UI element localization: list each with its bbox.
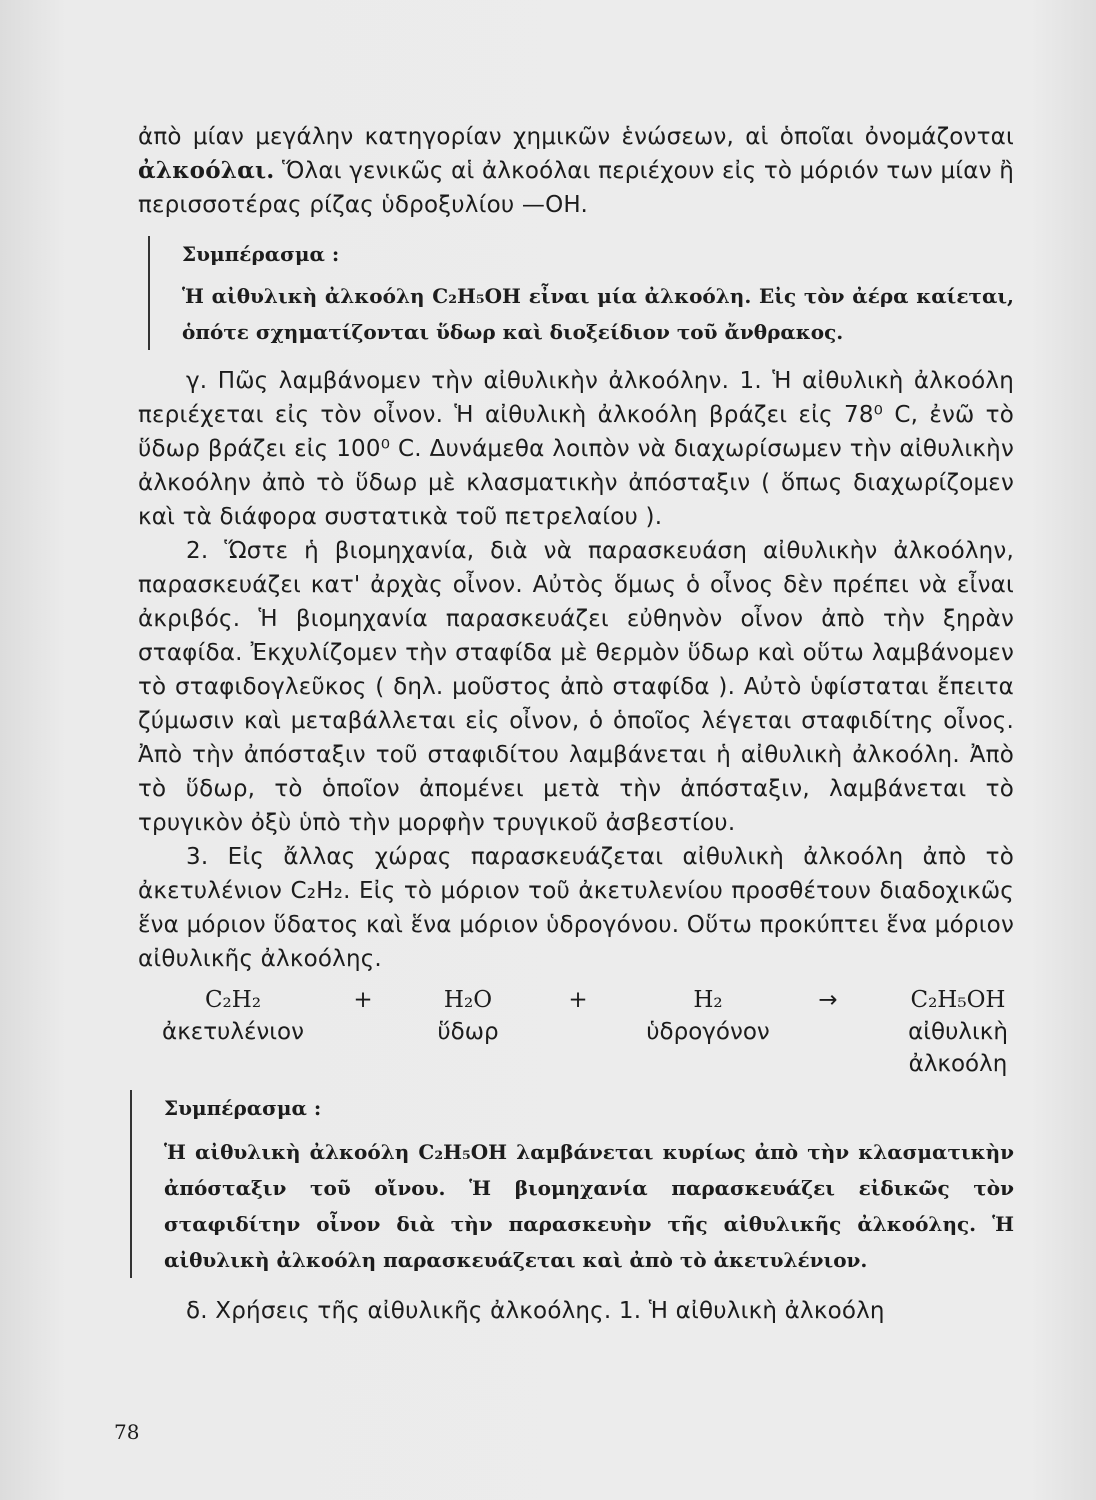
conclusion-box-1 — [148, 236, 1014, 350]
intro-text: ἀπὸ μίαν μεγάλην κατηγορίαν χημικῶν ἑνώσεων, αἱ ὁποῖαι ὀνομάζονται — [138, 124, 1014, 150]
eq-term-water: H₂O ὕδωρ — [437, 987, 499, 1045]
eq-term-hydrogen: H₂ ὑδρογόνον — [646, 987, 770, 1045]
eq-arrow: → — [818, 987, 838, 1013]
conclusion-box-2 — [130, 1090, 1014, 1278]
chemical-equation — [138, 984, 1014, 1080]
paragraph-g-1: γ. Πῶς λαμβάνομεν τὴν αἰθυλικὴν ἀλκοόλην. 1. Ἡ αἰθυλικὴ ἀλκοόλη περιέχεται εἰς τὸν οἶνον. Ἡ αἰθυλικὴ ἀλκοόλη βράζει εἰς 78⁰ C, ἐνῶ τὸ ὕδωρ βράζει εἰς 100⁰ C. Δυνάμεθα λοιπὸν νὰ διαχωρίσωμεν τὴν αἰθυλικὴν ἀλκοόλην ἀπὸ τὸ ὕδωρ μὲ κλασματικὴν ἀπόσταξιν ( ὅπως διαχωρίζομεν καὶ τὰ διάφορα συστατικὰ τοῦ πετρελαίου ). — [138, 368, 1014, 530]
intro-paragraph — [138, 120, 1014, 222]
term-alcohols: ἀλκοόλαι. — [138, 157, 275, 184]
intro-text-rest: Ὅλαι γενικῶς αἱ ἀλκοόλαι περιέχουν εἰς τὸ μόριόν των μίαν ἢ περισσοτέρας ρίζας ὑδροξυλίου —OH. — [138, 158, 1014, 218]
eq-term-ethanol: C₂H₅OH αἰθυλικὴ ἀλκοόλη — [908, 987, 1008, 1077]
conclusion-title: Συμπέρασμα : — [182, 242, 340, 266]
paragraph-g-2: 2. Ὥστε ἡ βιομηχανία, διὰ νὰ παρασκευάση αἰθυλικὴν ἀλκοόλην, παρασκευάζει κατ' ἀρχὰς οἶνον. Αὐτὸς ὅμως ὁ οἶνος δὲν πρέπει νὰ εἶναι ἀκριβός. Ἡ βιομηχανία παρασκευάζει εὐθηνὸν οἶνον ἀπὸ τὴν ξηρὰν σταφίδα. Ἐκχυλίζομεν τὴν σταφίδα μὲ θερμὸν ὕδωρ καὶ οὕτω λαμβάνομεν τὸ σταφιδογλεῦκος ( δηλ. μοῦστος ἀπὸ σταφίδα ). Αὐτὸ ὑφίσταται ἔπειτα ζύμωσιν καὶ μεταβάλλεται εἰς οἶνον, ὁ ὁποῖος λέγεται σταφιδίτης οἶνος. Ἀπὸ τὴν ἀπόσταξιν τοῦ σταφιδίτου λαμβάνεται ἡ αἰθυλικὴ ἀλκοόλη. Ἀπὸ τὸ ὕδωρ, τὸ ὁποῖον ἀπομένει μετὰ τὴν ἀπόσταξιν, λαμβάνεται τὸ τρυγικὸν ὀξὺ ὑπὸ τὴν μορφὴν τρυγικοῦ ἀσβεστίου. — [138, 538, 1014, 836]
text-column — [138, 120, 1014, 1328]
conclusion-text: Ἡ αἰθυλικὴ ἀλκοόλη C₂H₅OH εἶναι μία ἀλκοόλη. Εἰς τὸν ἀέρα καίεται, ὁπότε σχηματίζονται ὕδωρ καὶ διοξείδιον τοῦ ἄνθρακος. — [182, 284, 1014, 344]
paragraph-g-3: 3. Εἰς ἄλλας χώρας παρασκευάζεται αἰθυλικὴ ἀλκοόλη ἀπὸ τὸ ἀκετυλένιον C₂H₂. Εἰς τὸ μόριον τοῦ ἀκετυλενίου προσθέτουν διαδοχικῶς ἕνα μόριον ὕδατος καὶ ἕνα μόριον ὑδρογόνου. Οὕτω προκύπτει ἕνα μόριον αἰθυλικῆς ἀλκοόλης. — [138, 844, 1014, 972]
conclusion-title: Συμπέρασμα : — [164, 1096, 322, 1120]
page-number: 78 — [114, 1420, 140, 1444]
eq-term-acetylene: C₂H₂ ἀκετυλένιον — [162, 987, 304, 1045]
conclusion-text: Ἡ αἰθυλικὴ ἀλκοόλη C₂H₅OH λαμβάνεται κυρίως ἀπὸ τὴν κλασματικὴν ἀπόσταξιν τοῦ οἴνου. Ἡ βιομηχανία παρασκευάζει εἰδικῶς τὸν σταφιδίτην οἶνον διὰ τὴν παρασκευὴν τῆς αἰθυλικῆς ἀλκοόλης. Ἡ αἰθυλικὴ ἀλκοόλη παρασκευάζεται καὶ ἀπὸ τὸ ἀκετυλένιον. — [164, 1140, 1014, 1272]
eq-plus: + — [353, 987, 373, 1013]
eq-plus: + — [568, 987, 588, 1013]
paragraph-d: δ. Χρήσεις τῆς αἰθυλικῆς ἀλκοόλης. 1. Ἡ αἰθυλικὴ ἀλκοόλη — [186, 1298, 885, 1324]
